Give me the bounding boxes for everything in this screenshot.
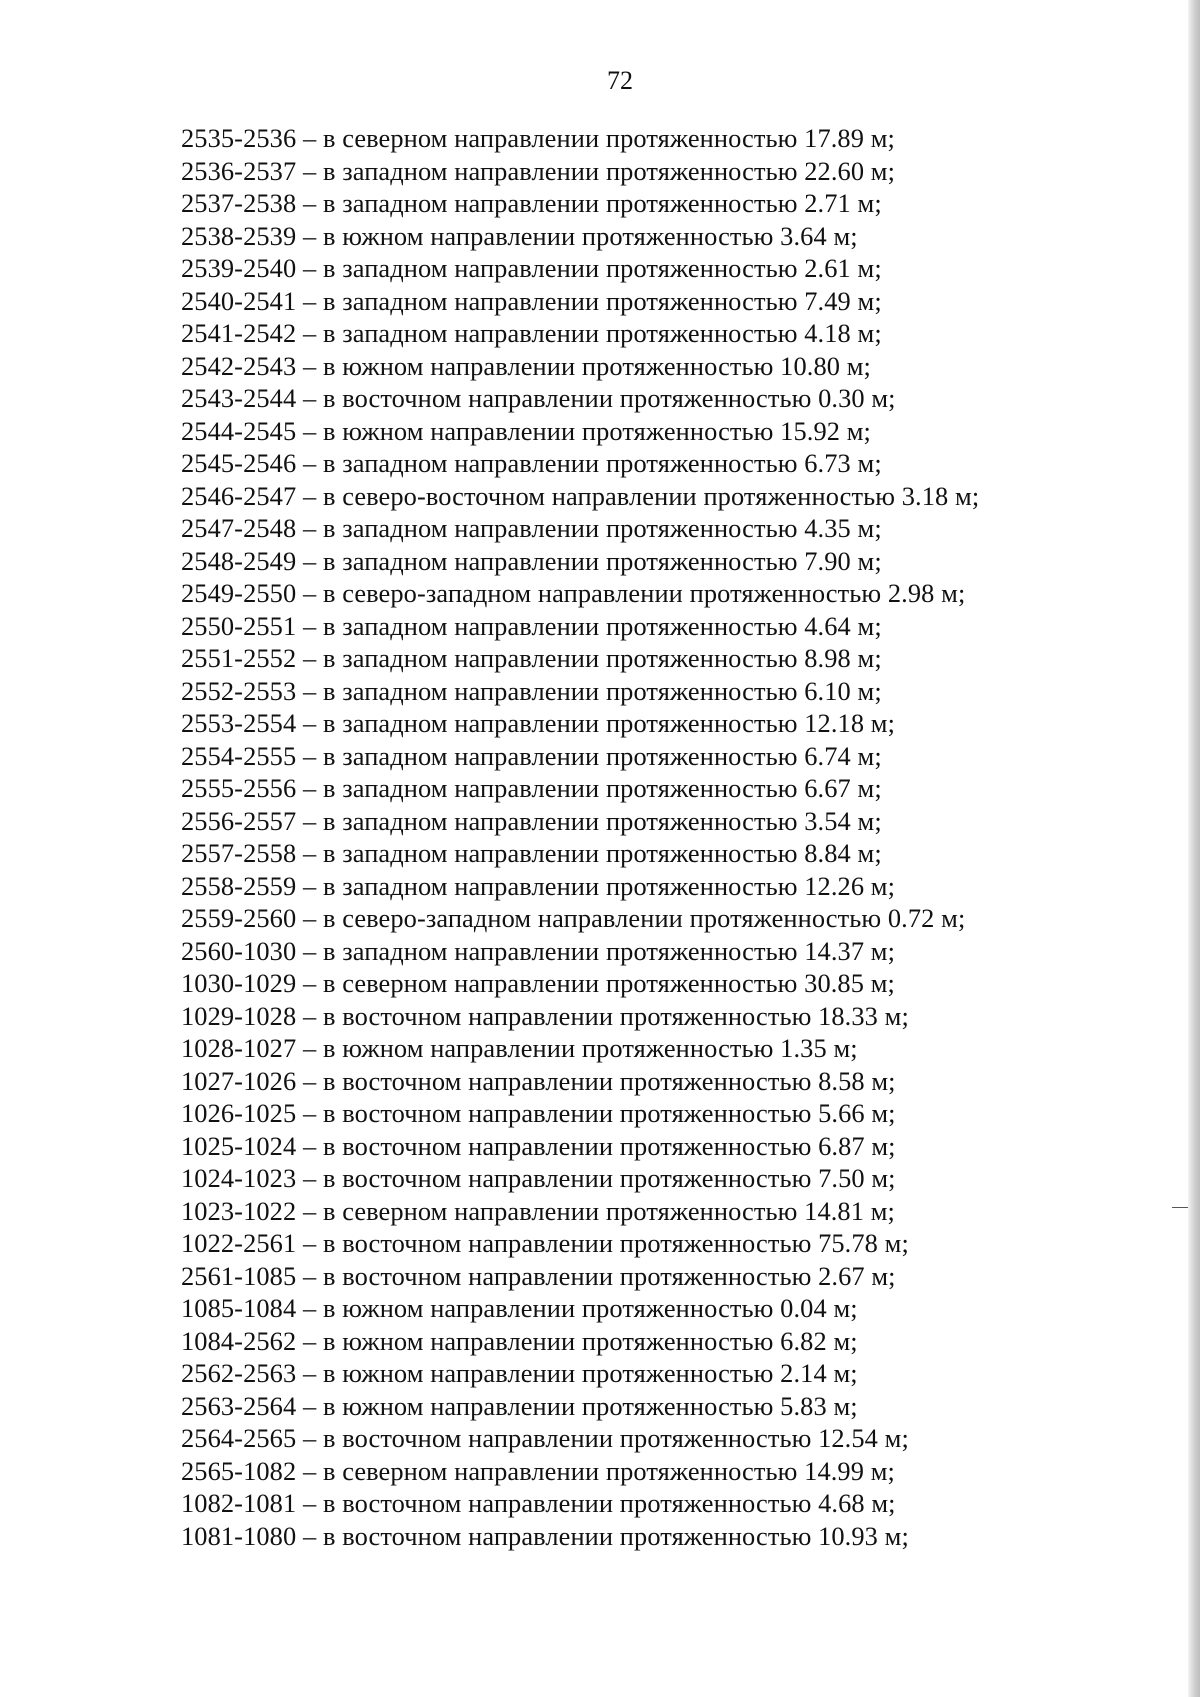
segment-line: 2538-2539 – в южном направлении протяженностью 3.64 м; bbox=[181, 220, 858, 251]
segment-line: 2561-1085 – в восточном направлении протяженностью 2.67 м; bbox=[181, 1260, 896, 1291]
segment-line: 2544-2545 – в южном направлении протяженностью 15.92 м; bbox=[181, 415, 871, 446]
segment-line: 2560-1030 – в западном направлении протяженностью 14.37 м; bbox=[181, 935, 896, 966]
segment-line: 2537-2538 – в западном направлении протяженностью 2.71 м; bbox=[181, 188, 882, 218]
segment-line: 2545-2546 – в западном направлении протяженностью 6.73 м; bbox=[181, 448, 882, 478]
segment-line: 1028-1027 – в южном направлении протяженностью 1.35 м; bbox=[181, 1033, 858, 1063]
segment-line: 1022-2561 – в восточном направлении протяженностью 75.78 м; bbox=[181, 1228, 909, 1258]
segment-line: 2542-2543 – в южном направлении протяженностью 10.80 м; bbox=[181, 350, 871, 381]
segment-line: 2554-2555 – в западном направлении протяженностью 6.74 м; bbox=[181, 740, 882, 771]
segment-line: 2558-2559 – в западном направлении протяженностью 12.26 м; bbox=[181, 870, 896, 901]
segment-line: 2564-2565 – в восточном направлении протяженностью 12.54 м; bbox=[181, 1423, 909, 1453]
segment-line: 2565-1082 – в северном направлении протяженностью 14.99 м; bbox=[181, 1455, 895, 1486]
segment-line: 2540-2541 – в западном направлении протяженностью 7.49 м; bbox=[181, 285, 882, 316]
segment-line: 2548-2549 – в западном направлении протяженностью 7.90 м; bbox=[181, 545, 882, 576]
segment-line: 1081-1080 – в восточном направлении протяженностью 10.93 м; bbox=[181, 1520, 909, 1551]
scan-mark bbox=[1172, 1207, 1188, 1208]
segment-line: 2553-2554 – в западном направлении протяженностью 12.18 м; bbox=[181, 708, 896, 738]
segment-line: 1029-1028 – в восточном направлении протяженностью 18.33 м; bbox=[181, 1000, 909, 1031]
segment-line: 2546-2547 – в северо-восточном направлении протяженностью 3.18 м; bbox=[181, 480, 980, 511]
segment-line: 2562-2563 – в южном направлении протяженностью 2.14 м; bbox=[181, 1358, 858, 1388]
boundary-segment-list bbox=[181, 122, 979, 1552]
segment-line: 2555-2556 – в западном направлении протяженностью 6.67 м; bbox=[181, 773, 882, 803]
segment-line: 2552-2553 – в западном направлении протяженностью 6.10 м; bbox=[181, 675, 882, 706]
segment-line: 2559-2560 – в северо-западном направлении протяженностью 0.72 м; bbox=[181, 903, 966, 933]
segment-line: 1082-1081 – в восточном направлении протяженностью 4.68 м; bbox=[181, 1488, 896, 1518]
segment-line: 2563-2564 – в южном направлении протяженностью 5.83 м; bbox=[181, 1390, 858, 1421]
segment-line: 1024-1023 – в восточном направлении протяженностью 7.50 м; bbox=[181, 1163, 896, 1193]
segment-line: 1084-2562 – в южном направлении протяженностью 6.82 м; bbox=[181, 1325, 858, 1356]
segment-line: 2539-2540 – в западном направлении протяженностью 2.61 м; bbox=[181, 253, 882, 283]
segment-line: 1023-1022 – в северном направлении протяженностью 14.81 м; bbox=[181, 1195, 895, 1226]
segment-line: 1025-1024 – в восточном направлении протяженностью 6.87 м; bbox=[181, 1130, 896, 1161]
segment-line: 1030-1029 – в северном направлении протяженностью 30.85 м; bbox=[181, 968, 895, 998]
segment-line: 2541-2542 – в западном направлении протяженностью 4.18 м; bbox=[181, 318, 882, 348]
segment-line: 2547-2548 – в западном направлении протяженностью 4.35 м; bbox=[181, 513, 882, 543]
segment-line: 2556-2557 – в западном направлении протяженностью 3.54 м; bbox=[181, 805, 882, 836]
segment-line: 2557-2558 – в западном направлении протяженностью 8.84 м; bbox=[181, 838, 882, 868]
segment-line: 2536-2537 – в западном направлении протяженностью 22.60 м; bbox=[181, 155, 896, 186]
segment-line: 2543-2544 – в восточном направлении протяженностью 0.30 м; bbox=[181, 383, 896, 413]
segment-line: 2549-2550 – в северо-западном направлении протяженностью 2.98 м; bbox=[181, 578, 966, 608]
segment-line: 2550-2551 – в западном направлении протяженностью 4.64 м; bbox=[181, 610, 882, 641]
segment-line: 2551-2552 – в западном направлении протяженностью 8.98 м; bbox=[181, 643, 882, 673]
segment-line: 1026-1025 – в восточном направлении протяженностью 5.66 м; bbox=[181, 1098, 896, 1128]
segment-line: 1085-1084 – в южном направлении протяженностью 0.04 м; bbox=[181, 1293, 858, 1323]
segment-line: 1027-1026 – в восточном направлении протяженностью 8.58 м; bbox=[181, 1065, 896, 1096]
segment-line: 2535-2536 – в северном направлении протяженностью 17.89 м; bbox=[181, 123, 895, 153]
scan-edge bbox=[1188, 0, 1200, 1697]
page-number: 72 bbox=[607, 66, 633, 95]
